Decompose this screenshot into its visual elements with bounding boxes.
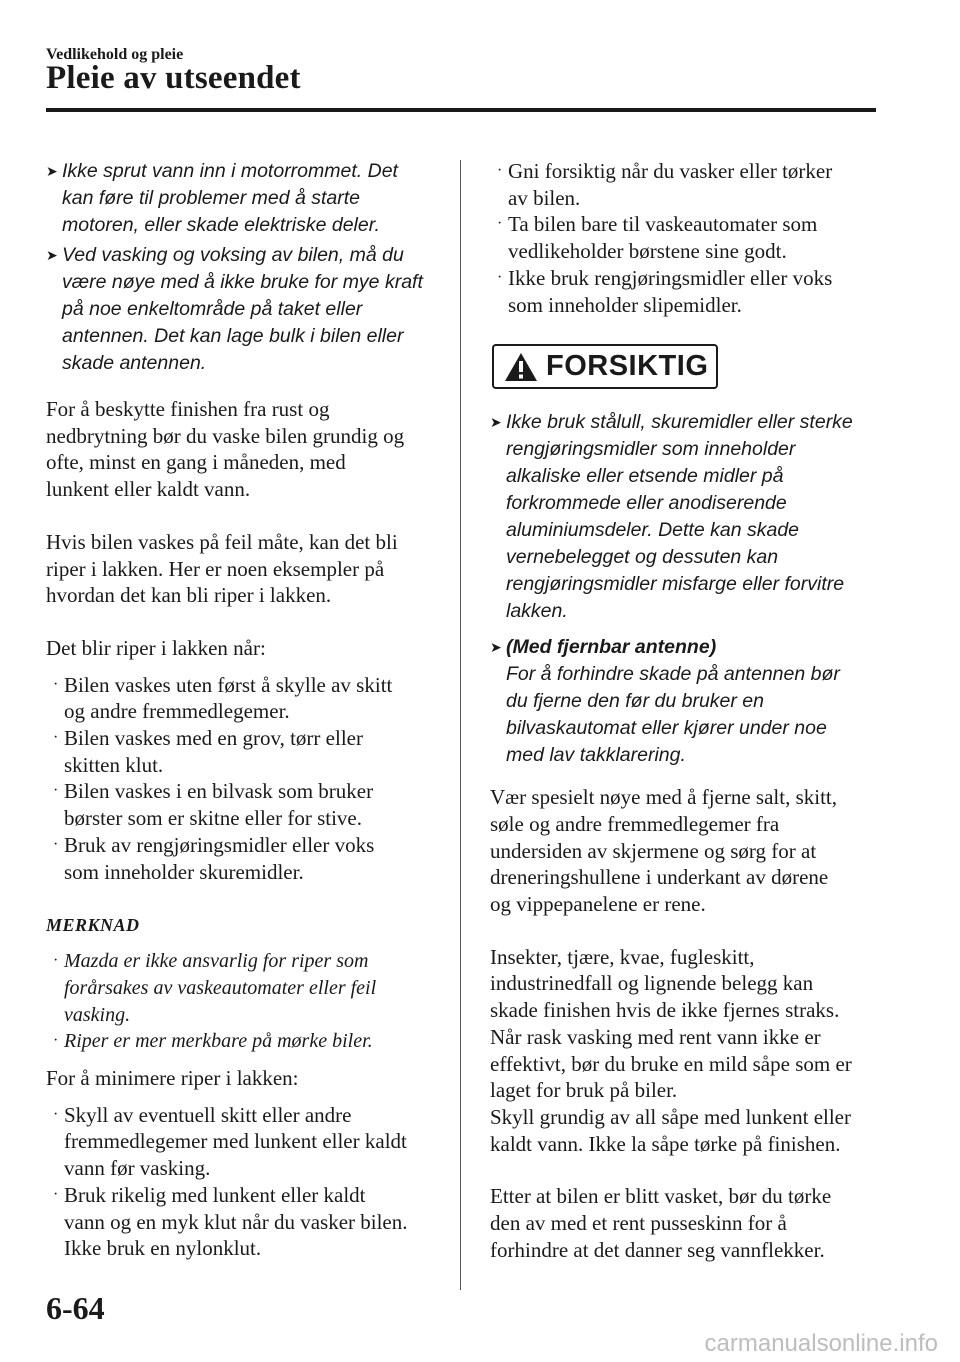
text-line: nedbrytning bør du vaske bilen grundig og (46, 423, 405, 448)
text-line: vernebelegget og dessuten kan (506, 546, 779, 569)
text-line: på noe enkeltområde på taket eller (62, 298, 363, 320)
text-line: være nøye med å ikke bruke for mye kraft (62, 271, 423, 293)
text-line: søle og andre fremmedlegemer fra (490, 811, 780, 836)
text-line: Gni forsiktig når du vasker eller tørker (508, 159, 833, 183)
text-line: aluminiumsdeler. Dette kan skade (506, 519, 800, 542)
text-line: forårsakes av vaskeautomater eller feil (64, 976, 377, 999)
text-line: For å forhindre skade på antennen bør (506, 663, 840, 686)
paragraph (46, 529, 442, 609)
text-line: dreneringshullene i underkant av dørene (490, 865, 829, 890)
text-line: Ikke bruk en nylonklut. (64, 1236, 262, 1261)
arrow-icon: ➤ (490, 639, 502, 656)
list-item (490, 211, 890, 264)
bullet-icon: · (53, 1185, 59, 1203)
note-item (46, 1028, 442, 1055)
text-line: effektivt, bør du bruke en mild såpe som er (490, 1051, 852, 1076)
list-item (490, 158, 890, 211)
arrow-icon: ➤ (490, 414, 502, 431)
bullet-icon: · (53, 952, 59, 970)
text-line: vann og en myk klut når du vasker bilen. (64, 1209, 408, 1234)
text-line: Ikke sprut vann inn i motorrommet. Det (62, 160, 398, 182)
text-line: Hvis bilen vaskes på feil måte, kan det bli (46, 529, 398, 554)
arrow-icon: ➤ (46, 163, 58, 179)
text-line: vann før vasking. (64, 1156, 211, 1181)
text-line: og andre fremmedlegemer. (64, 699, 290, 724)
text-line: skade antennen. (62, 352, 207, 374)
text-line: alkaliske eller etsende midler på (506, 465, 784, 488)
text-line: For å beskytte finishen fra rust og (46, 397, 330, 421)
bullet-icon: · (497, 215, 503, 233)
text-line: Bilen vaskes i en bilvask som bruker (64, 779, 374, 804)
bullet-icon: · (53, 675, 59, 693)
text-line: undersiden av skjermene og sørg for at (490, 838, 817, 863)
left-column (46, 158, 442, 1262)
text-line: Riper er mer merkbare på mørke biler. (64, 1030, 373, 1053)
list-item (46, 725, 442, 778)
paragraph (490, 784, 890, 918)
text-line: av bilen. (508, 185, 581, 210)
text-line: forkrommede eller anodiserende (506, 492, 787, 515)
text-line: kaldt vann. Ikke la såpe tørke på finishen. (490, 1131, 841, 1156)
section-header: Vedlikehold og pleie (46, 46, 184, 63)
page-title: Pleie av utseendet (46, 60, 301, 96)
watermark: carmanualsonline.info (704, 1330, 938, 1357)
list-item (490, 265, 890, 318)
arrow-icon: ➤ (46, 247, 58, 263)
text-line: som inneholder skuremidler. (64, 859, 304, 884)
text-line: Ta bilen bare til vaskeautomater som (508, 212, 818, 237)
text-line: rengjøringsmidler misfarge eller forvitre (506, 573, 845, 596)
text-line: du fjerne den før du bruker en (506, 690, 764, 713)
text-line: skitten klut. (64, 752, 164, 777)
list-item (46, 832, 442, 885)
text-line: riper i lakken. Her er noen eksempler på (46, 556, 385, 581)
text-line: og vippepanelene er rene. (490, 892, 706, 917)
text-line: som inneholder slipemidler. (508, 292, 742, 317)
text-line: lunkent eller kaldt vann. (46, 477, 251, 502)
text-line: Insekter, tjære, kvae, fugleskitt, (490, 944, 755, 969)
text-line: Bruk av rengjøringsmidler eller voks (64, 832, 375, 857)
bullet-icon: · (53, 729, 59, 747)
text-line: Bilen vaskes med en grov, tørr eller (64, 726, 363, 751)
text-line: børster som er skitne eller for stive. (64, 806, 362, 831)
column-divider (460, 160, 461, 1290)
list-item (46, 1102, 442, 1182)
text-line: motoren, eller skade elektriske deler. (62, 214, 380, 236)
text-line: lakken. (506, 600, 568, 623)
text-line: Ikke bruk rengjøringsmidler eller voks (508, 265, 833, 290)
text-line: Etter at bilen er blitt vasket, bør du tørke (490, 1184, 832, 1209)
right-column (490, 158, 890, 1263)
bullet-icon: · (497, 268, 503, 286)
warning-item (46, 158, 442, 239)
text-line: Skyll av eventuell skitt eller andre (64, 1102, 352, 1127)
warning-triangle-icon (504, 352, 538, 382)
text-line: vedlikeholder børstene sine godt. (508, 239, 787, 264)
bullet-icon: · (53, 1032, 59, 1050)
text-line: Mazda er ikke ansvarlig for riper som (64, 950, 369, 973)
text-line: kan føre til problemer med å starte (62, 187, 361, 209)
text-line: Ved vasking og voksing av bilen, må du (62, 244, 404, 266)
list-item (46, 672, 442, 725)
warning-item (46, 242, 442, 377)
text-line: vasking. (64, 1003, 131, 1026)
text-line: skade finishen hvis de ikke fjernes straks. (490, 998, 840, 1023)
caution-item (490, 634, 890, 769)
text-line: Skyll grundig av all såpe med lunkent eller (490, 1104, 851, 1129)
bullet-icon: · (53, 835, 59, 853)
caution-label: FORSIKTIG (546, 350, 709, 383)
text-line: Vær spesielt nøye med å fjerne salt, skitt, (490, 785, 838, 810)
text-line: Bilen vaskes uten først å skylle av skitt (64, 672, 393, 697)
text-line: antennen. Det kan lage bulk i bilen eller (62, 325, 404, 347)
text-line: hvordan det kan bli riper i lakken. (46, 583, 332, 608)
header-rule (46, 108, 876, 112)
bullet-icon: · (53, 782, 59, 800)
page-number: 6-64 (46, 1290, 105, 1326)
text-line: laget for bruk på biler. (490, 1078, 678, 1103)
text-line: den av med et rent pusseskinn for å (490, 1211, 787, 1236)
text-line: Ikke bruk stålull, skuremidler eller sterke (506, 411, 853, 434)
caution-item (490, 409, 890, 625)
paragraph (490, 1183, 890, 1263)
text-line: rengjøringsmidler som inneholder (506, 438, 796, 461)
paragraph: For å minimere riper i lakken: (46, 1066, 299, 1091)
text-line: bilvaskautomat eller kjører under noe (506, 717, 827, 740)
list-item (46, 778, 442, 831)
caution-box (492, 344, 718, 389)
list-item (46, 1182, 442, 1262)
text-line: fremmedlegemer med lunkent eller kaldt (64, 1129, 407, 1154)
text-line: Når rask vasking med rent vann ikke er (490, 1024, 821, 1049)
paragraph (490, 944, 890, 1158)
text-line: med lav takklarering. (506, 744, 686, 767)
text-line: forhindre at det danner seg vannflekker. (490, 1237, 825, 1262)
bullet-icon: · (497, 162, 503, 179)
text-line: industrinedfall og lignende belegg kan (490, 971, 814, 996)
text-line: Bruk rikelig med lunkent eller kaldt (64, 1182, 366, 1207)
caution-subtitle: (Med fjernbar antenne) (506, 636, 717, 659)
paragraph (46, 396, 442, 503)
note-item (46, 948, 442, 1028)
bullet-icon: · (53, 1105, 59, 1123)
paragraph: Det blir riper i lakken når: (46, 635, 266, 660)
text-line: ofte, minst en gang i måneden, med (46, 450, 346, 475)
note-label: MERKNAD (46, 915, 140, 936)
